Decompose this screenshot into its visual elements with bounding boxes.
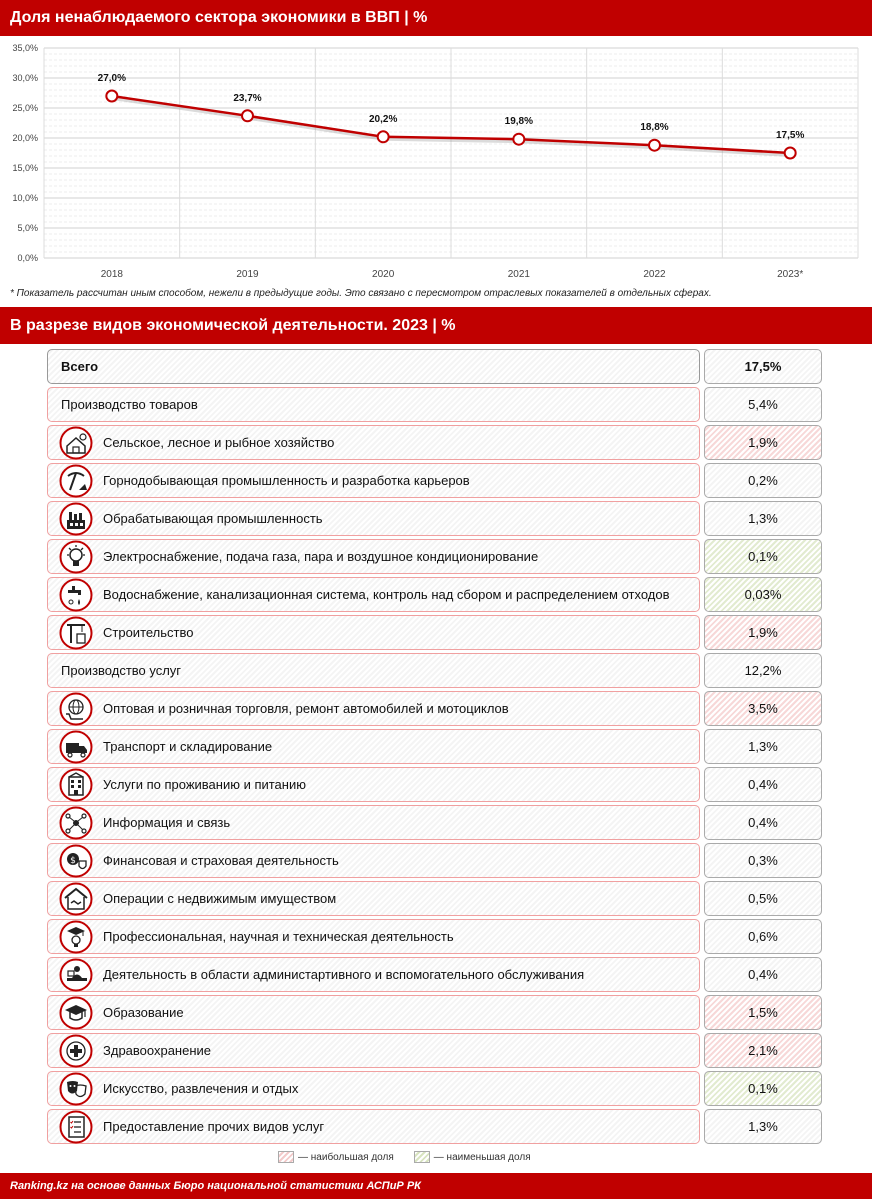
row-label: Всего xyxy=(47,349,700,384)
chart-footnote: * Показатель рассчитан иным способом, нежели в предыдущие годы. Это связано с пересмотром отраслевых показателей в отдельных сферах. xyxy=(10,288,712,299)
admin-desk-icon xyxy=(59,958,93,992)
row-label: Операции с недвижимым имуществом xyxy=(47,881,700,916)
network-icon xyxy=(59,806,93,840)
table-row xyxy=(47,538,824,576)
data-point xyxy=(649,140,660,151)
row-value: 12,2% xyxy=(704,653,822,688)
table-row xyxy=(47,576,824,614)
chart-title-banner xyxy=(0,0,872,36)
data-label: 23,7% xyxy=(233,92,262,104)
row-value: 1,5% xyxy=(704,995,822,1030)
row-label: Водоснабжение, канализационная система, контроль над сбором и распределением отходов xyxy=(47,577,700,612)
x-tick-label: 2019 xyxy=(236,269,259,280)
table-row xyxy=(47,1070,824,1108)
row-label: Транспорт и складирование xyxy=(47,729,700,764)
row-value: 0,5% xyxy=(704,881,822,916)
x-tick-label: 2022 xyxy=(643,269,666,280)
graduate-bulb-icon xyxy=(59,920,93,954)
row-value: 0,1% xyxy=(704,539,822,574)
farm-icon xyxy=(59,426,93,460)
row-label: Здравоохранение xyxy=(47,1033,700,1068)
row-label: Предоставление прочих видов услуг xyxy=(47,1109,700,1144)
factory-icon xyxy=(59,502,93,536)
activity-table xyxy=(47,348,824,1146)
row-value: 3,5% xyxy=(704,691,822,726)
y-tick-label: 25,0% xyxy=(12,103,38,113)
footer-source: Ranking.kz на основе данных Бюро национальной статистики АСПиР РК xyxy=(10,1180,421,1192)
table-row xyxy=(47,804,824,842)
row-label: Сельское, лесное и рыбное хозяйство xyxy=(47,425,700,460)
table-row xyxy=(47,842,824,880)
data-label: 20,2% xyxy=(368,113,398,125)
y-tick-label: 30,0% xyxy=(12,73,38,83)
x-tick-label: 2021 xyxy=(507,269,530,280)
row-value: 0,2% xyxy=(704,463,822,498)
row-value: 1,9% xyxy=(704,425,822,460)
legend-item-max xyxy=(278,1151,394,1163)
row-label: Обрабатывающая промышленность xyxy=(47,501,700,536)
chart-title: Доля ненаблюдаемого сектора экономики в ВВП | % xyxy=(10,9,428,26)
y-tick-label: 20,0% xyxy=(12,133,38,143)
row-label: Строительство xyxy=(47,615,700,650)
y-tick-label: 15,0% xyxy=(12,163,38,173)
theater-masks-icon xyxy=(59,1072,93,1106)
row-label: Образование xyxy=(47,995,700,1030)
legend-label-max: — наибольшая доля xyxy=(298,1151,394,1163)
y-tick-label: 10,0% xyxy=(12,193,38,203)
table-row xyxy=(47,614,824,652)
line-chart xyxy=(0,36,872,288)
x-tick-label: 2020 xyxy=(372,269,395,280)
table-row xyxy=(47,956,824,994)
row-value: 1,3% xyxy=(704,729,822,764)
lightbulb-icon xyxy=(59,540,93,574)
table-row xyxy=(47,766,824,804)
table-row xyxy=(47,348,824,386)
row-value: 0,4% xyxy=(704,805,822,840)
house-handshake-icon xyxy=(59,882,93,916)
truck-icon xyxy=(59,730,93,764)
row-label: Горнодобывающая промышленность и разработка карьеров xyxy=(47,463,700,498)
row-label: Финансовая и страховая деятельность xyxy=(47,843,700,878)
hotel-icon xyxy=(59,768,93,802)
x-tick-label: 2018 xyxy=(100,269,123,280)
table-row xyxy=(47,918,824,956)
row-label: Производство товаров xyxy=(47,387,700,422)
row-value: 1,3% xyxy=(704,501,822,536)
row-value: 17,5% xyxy=(704,349,822,384)
row-label: Информация и связь xyxy=(47,805,700,840)
table-row xyxy=(47,462,824,500)
table-row xyxy=(47,1032,824,1070)
legend-swatch-min xyxy=(414,1151,430,1163)
table-row xyxy=(47,728,824,766)
legend xyxy=(278,1151,551,1163)
footer-banner xyxy=(0,1173,872,1199)
row-label: Производство услуг xyxy=(47,653,700,688)
legend-label-min: — наименьшая доля xyxy=(433,1151,531,1163)
row-label: Профессиональная, научная и техническая деятельность xyxy=(47,919,700,954)
data-point xyxy=(378,131,389,142)
row-value: 0,1% xyxy=(704,1071,822,1106)
y-tick-label: 5,0% xyxy=(17,223,38,233)
medical-cross-icon xyxy=(59,1034,93,1068)
section-title: В разрезе видов экономической деятельности. 2023 | % xyxy=(10,316,456,334)
table-row xyxy=(47,690,824,728)
checklist-icon xyxy=(59,1110,93,1144)
data-label: 18,8% xyxy=(640,122,669,134)
table-row xyxy=(47,880,824,918)
data-point xyxy=(106,91,117,102)
section-title-banner xyxy=(0,307,872,344)
chart-svg xyxy=(0,36,872,288)
row-value: 0,4% xyxy=(704,767,822,802)
data-point xyxy=(242,110,253,121)
graduation-cap-icon xyxy=(59,996,93,1030)
data-point xyxy=(785,148,796,159)
row-value: 5,4% xyxy=(704,387,822,422)
data-label: 27,0% xyxy=(97,73,127,84)
water-tap-icon xyxy=(59,578,93,612)
y-tick-label: 35,0% xyxy=(12,43,38,53)
x-tick-label: 2023* xyxy=(777,269,804,280)
row-value: 0,4% xyxy=(704,957,822,992)
table-row xyxy=(47,652,824,690)
row-label: Деятельность в области администартивного и вспомогательного обслуживания xyxy=(47,957,700,992)
data-label: 17,5% xyxy=(775,130,805,141)
row-value: 0,6% xyxy=(704,919,822,954)
row-label: Оптовая и розничная торговля, ремонт автомобилей и мотоциклов xyxy=(47,691,700,726)
table-row xyxy=(47,424,824,462)
row-value: 0,3% xyxy=(704,843,822,878)
row-value: 1,3% xyxy=(704,1109,822,1144)
y-tick-label: 0,0% xyxy=(17,253,38,263)
row-label: Искусство, развлечения и отдых xyxy=(47,1071,700,1106)
table-row xyxy=(47,1108,824,1146)
pickaxe-icon xyxy=(59,464,93,498)
row-value: 1,9% xyxy=(704,615,822,650)
crane-icon xyxy=(59,616,93,650)
legend-swatch-max xyxy=(278,1151,294,1163)
finance-shield-icon xyxy=(59,844,93,878)
svg-text:$: $ xyxy=(70,856,76,866)
table-row xyxy=(47,386,824,424)
table-row xyxy=(47,994,824,1032)
row-label: Электроснабжение, подача газа, пара и воздушное кондиционирование xyxy=(47,539,700,574)
data-label: 19,8% xyxy=(504,116,534,128)
row-label: Услуги по проживанию и питанию xyxy=(47,767,700,802)
table-row xyxy=(47,500,824,538)
data-point xyxy=(513,134,524,145)
shopping-cart-icon xyxy=(59,692,93,726)
legend-item-min xyxy=(414,1151,531,1163)
row-value: 0,03% xyxy=(704,577,822,612)
row-value: 2,1% xyxy=(704,1033,822,1068)
